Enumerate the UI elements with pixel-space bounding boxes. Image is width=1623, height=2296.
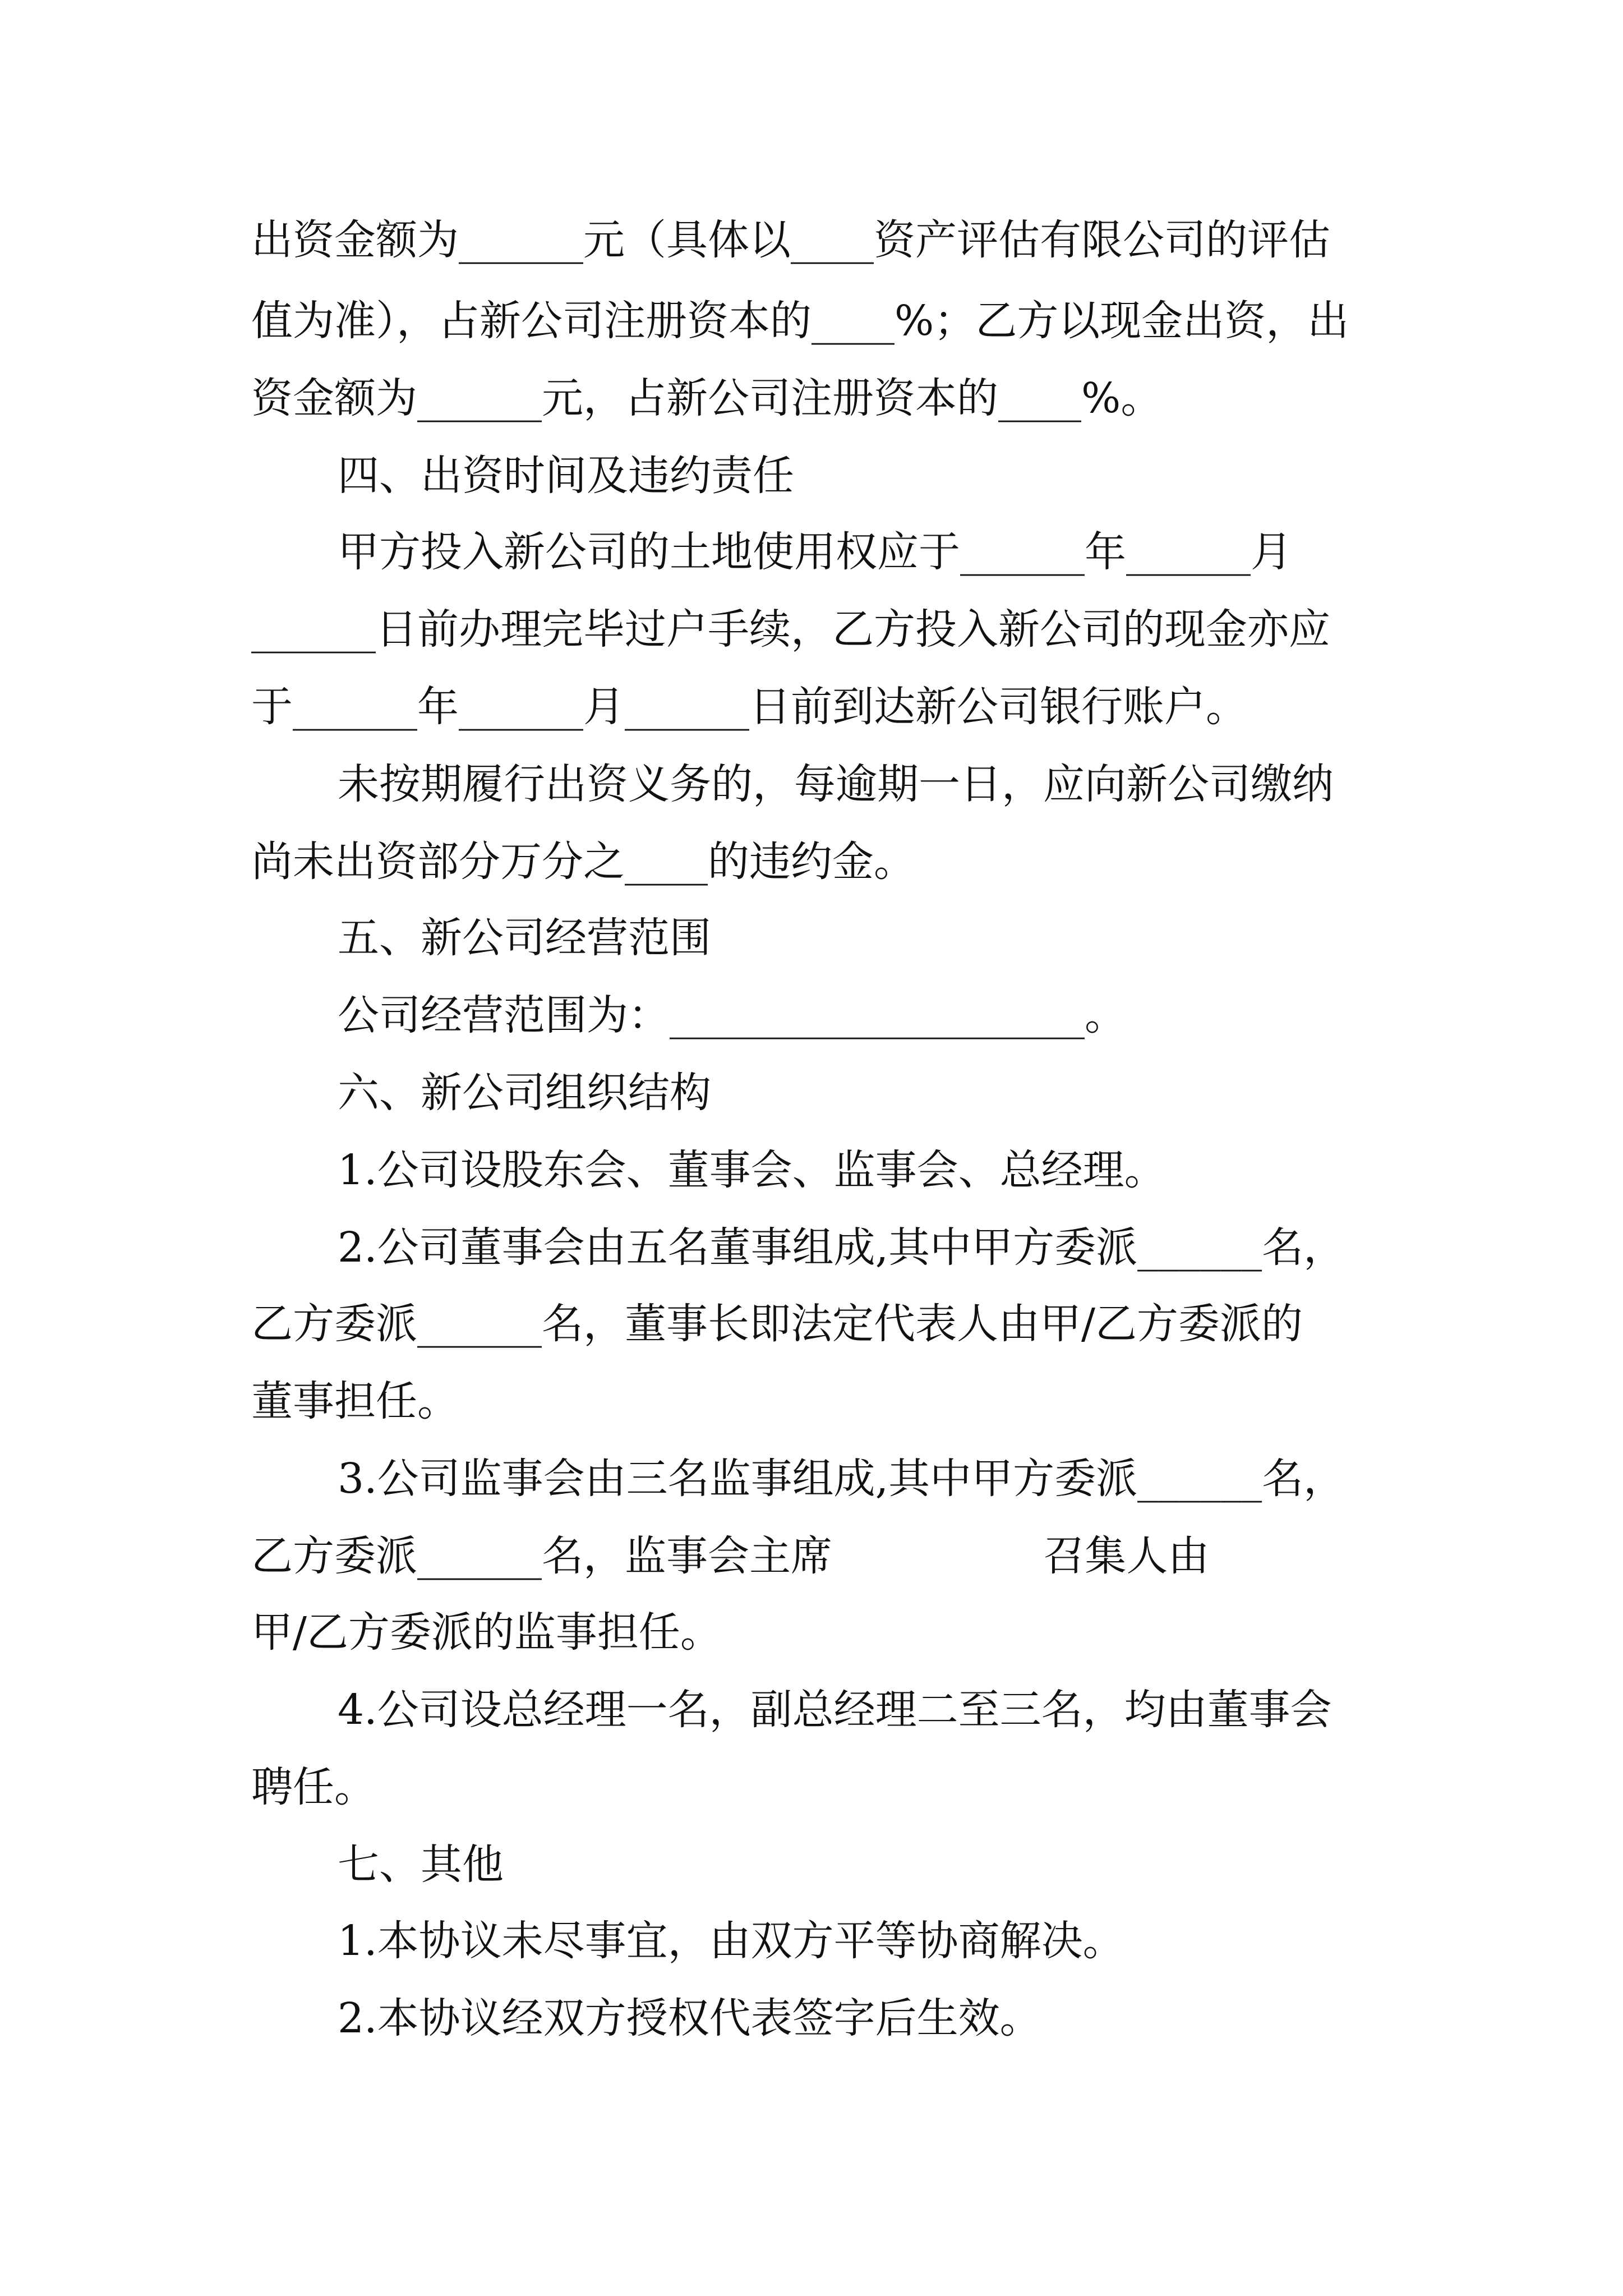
text-line: 尚未出资部分万分之____的违约金。 — [251, 838, 915, 886]
list-item: 3.公司监事会由三名监事组成,其中甲方委派______名， — [338, 1455, 1345, 1503]
text-line: 甲/乙方委派的监事担任。 — [251, 1608, 722, 1657]
text-line: 聘任。 — [251, 1763, 376, 1811]
text-line: 乙方委派______名，董事长即法定代表人由甲/乙方委派的 — [251, 1300, 1303, 1348]
section-heading: 四、出资时间及违约责任 — [338, 452, 794, 500]
text-line: 出资金额为______元（具体以____资产评估有限公司的评估 — [251, 216, 1330, 264]
text-line: 值为准），占新公司注册资本的____%；乙方以现金出资，出 — [251, 297, 1349, 345]
list-item: 2.公司董事会由五名董事组成,其中甲方委派______名， — [338, 1223, 1345, 1272]
list-item: 1.本协议未尽事宜，由双方平等协商解决。 — [338, 1917, 1124, 1965]
list-item: 2.本协议经双方授权代表签字后生效。 — [338, 1994, 1041, 2042]
text-line: 未按期履行出资义务的，每逾期一日，应向新公司缴纳 — [338, 760, 1334, 808]
text-line: 董事担任。 — [251, 1377, 459, 1425]
text-line: 公司经营范围为：____________________。 — [338, 991, 1126, 1039]
text-line: ______日前办理完毕过户手续，乙方投入新公司的现金亦应 — [251, 605, 1330, 654]
text-line: 乙方委派______名，监事会主席 召集人由 — [251, 1532, 1210, 1580]
text-line: 于______年______月______日前到达新公司银行账户。 — [251, 683, 1247, 731]
list-item: 1.公司设股东会、董事会、监事会、总经理。 — [338, 1146, 1166, 1194]
section-heading: 七、其他 — [338, 1841, 504, 1889]
text-line: 甲方投入新公司的土地使用权应于______年______月 — [338, 528, 1292, 576]
section-heading: 五、新公司经营范围 — [338, 914, 711, 962]
section-heading: 六、新公司组织结构 — [338, 1069, 711, 1117]
list-item: 4.公司设总经理一名，副总经理二至三名，均由董事会 — [338, 1686, 1332, 1734]
text-line: 资金额为______元，占新公司注册资本的____%。 — [251, 374, 1163, 422]
